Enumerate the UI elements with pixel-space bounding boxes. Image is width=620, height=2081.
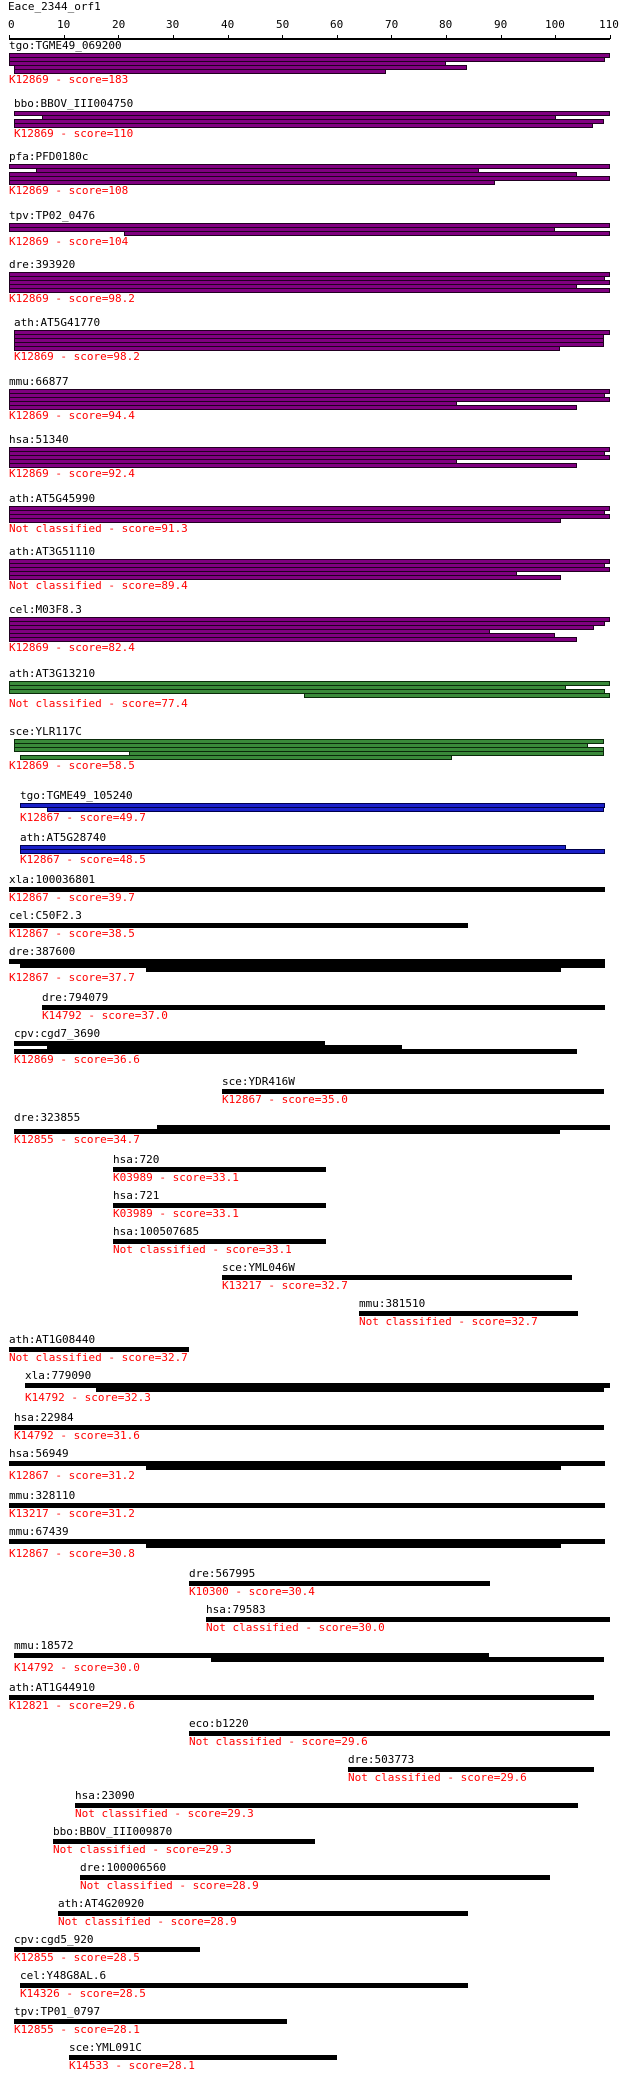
- gene-label[interactable]: dre:567995: [189, 1567, 256, 1580]
- gene-label[interactable]: bbo:BBOV_III009870: [53, 1825, 173, 1838]
- score-label[interactable]: K12869 - score=108: [9, 184, 129, 197]
- tick-mark: [173, 35, 174, 39]
- gene-label[interactable]: bbo:BBOV_III004750: [14, 97, 134, 110]
- alignment-bar: [304, 693, 610, 698]
- tick-label: 70: [385, 18, 399, 31]
- score-label[interactable]: K12867 - score=39.7: [9, 891, 135, 904]
- score-label[interactable]: K12869 - score=110: [14, 127, 134, 140]
- score-label[interactable]: Not classified - score=28.9: [80, 1879, 259, 1892]
- score-label[interactable]: K14792 - score=32.3: [25, 1391, 151, 1404]
- score-label[interactable]: K12867 - score=30.8: [9, 1547, 135, 1560]
- score-label[interactable]: K12867 - score=31.2: [9, 1469, 135, 1482]
- tick-mark: [610, 35, 611, 39]
- gene-label[interactable]: ath:AT5G45990: [9, 492, 96, 505]
- score-label[interactable]: Not classified - score=89.4: [9, 579, 188, 592]
- tick-label: 40: [221, 18, 235, 31]
- score-label[interactable]: K12869 - score=36.6: [14, 1053, 140, 1066]
- score-label[interactable]: K13217 - score=31.2: [9, 1507, 135, 1520]
- score-label[interactable]: Not classified - score=29.3: [53, 1843, 232, 1856]
- score-label[interactable]: Not classified - score=77.4: [9, 697, 188, 710]
- gene-label[interactable]: dre:323855: [14, 1111, 81, 1124]
- alignment-bar: [146, 967, 561, 972]
- gene-label[interactable]: ath:AT3G13210: [9, 667, 96, 680]
- gene-label[interactable]: ath:AT1G44910: [9, 1681, 96, 1694]
- tick-mark: [337, 35, 338, 39]
- score-label[interactable]: Not classified - score=29.6: [189, 1735, 368, 1748]
- tick-label: 20: [112, 18, 126, 31]
- gene-label[interactable]: xla:779090: [25, 1369, 92, 1382]
- score-label[interactable]: K12869 - score=183: [9, 73, 129, 86]
- tick-label: 100: [545, 18, 565, 31]
- alignment-bar: [146, 1543, 561, 1548]
- gene-label[interactable]: sce:YLR117C: [9, 725, 82, 738]
- gene-label[interactable]: pfa:PFD0180c: [9, 150, 89, 163]
- gene-label[interactable]: cel:M03F8.3: [9, 603, 82, 616]
- gene-label[interactable]: hsa:720: [113, 1153, 160, 1166]
- score-label[interactable]: Not classified - score=29.6: [348, 1771, 527, 1784]
- score-label[interactable]: K12867 - score=38.5: [9, 927, 135, 940]
- score-label[interactable]: K03989 - score=33.1: [113, 1207, 239, 1220]
- score-label[interactable]: K12869 - score=94.4: [9, 409, 135, 422]
- tick-mark: [391, 35, 392, 39]
- score-label[interactable]: K12869 - score=104: [9, 235, 129, 248]
- gene-label[interactable]: cel:C50F2.3: [9, 909, 82, 922]
- alignment-bar: [146, 1465, 561, 1470]
- tick-label: 60: [330, 18, 344, 31]
- gene-label[interactable]: mmu:328110: [9, 1489, 76, 1502]
- gene-label[interactable]: ath:AT3G51110: [9, 545, 96, 558]
- gene-label[interactable]: tpv:TP02_0476: [9, 209, 96, 222]
- gene-label[interactable]: mmu:66877: [9, 375, 69, 388]
- score-label[interactable]: K12855 - score=28.5: [14, 1951, 140, 1964]
- score-label[interactable]: K14792 - score=31.6: [14, 1429, 140, 1442]
- gene-label[interactable]: tgo:TGME49_069200: [9, 39, 122, 52]
- gene-label[interactable]: sce:YML046W: [222, 1261, 295, 1274]
- tick-label: 30: [166, 18, 180, 31]
- score-label[interactable]: K10300 - score=30.4: [189, 1585, 315, 1598]
- tick-mark: [282, 35, 283, 39]
- gene-label[interactable]: mmu:67439: [9, 1525, 69, 1538]
- gene-label[interactable]: mmu:381510: [359, 1297, 426, 1310]
- score-label[interactable]: Not classified - score=30.0: [206, 1621, 385, 1634]
- tick-mark: [446, 35, 447, 39]
- page-title: Eace_2344_orf1: [8, 0, 101, 13]
- score-label[interactable]: K14326 - score=28.5: [20, 1987, 146, 2000]
- score-label[interactable]: K12867 - score=37.7: [9, 971, 135, 984]
- score-label[interactable]: Not classified - score=91.3: [9, 522, 188, 535]
- gene-label[interactable]: dre:503773: [348, 1753, 415, 1766]
- alignment-bar: [124, 231, 610, 236]
- gene-label[interactable]: ath:AT5G41770: [14, 316, 101, 329]
- tick-label: 80: [439, 18, 453, 31]
- gene-label[interactable]: cpv:cgd5_920: [14, 1933, 94, 1946]
- gene-label[interactable]: ath:AT5G28740: [20, 831, 107, 844]
- tick-label: 0: [8, 18, 15, 31]
- gene-label[interactable]: hsa:56949: [9, 1447, 69, 1460]
- score-label[interactable]: Not classified - score=32.7: [9, 1351, 188, 1364]
- gene-label[interactable]: hsa:721: [113, 1189, 160, 1202]
- gene-label[interactable]: hsa:51340: [9, 433, 69, 446]
- gene-label[interactable]: cpv:cgd7_3690: [14, 1027, 101, 1040]
- alignment-bar: [96, 1387, 604, 1392]
- score-label[interactable]: K14533 - score=28.1: [69, 2059, 195, 2072]
- score-label[interactable]: K12855 - score=34.7: [14, 1133, 140, 1146]
- gene-label[interactable]: hsa:79583: [206, 1603, 266, 1616]
- score-label[interactable]: K12855 - score=28.1: [14, 2023, 140, 2036]
- gene-label[interactable]: ath:AT4G20920: [58, 1897, 145, 1910]
- tick-mark: [228, 35, 229, 39]
- gene-label[interactable]: ath:AT1G08440: [9, 1333, 96, 1346]
- gene-label[interactable]: dre:100006560: [80, 1861, 167, 1874]
- score-label[interactable]: Not classified - score=33.1: [113, 1243, 292, 1256]
- gene-label[interactable]: mmu:18572: [14, 1639, 74, 1652]
- score-label[interactable]: K12869 - score=82.4: [9, 641, 135, 654]
- gene-label[interactable]: cel:Y48G8AL.6: [20, 1969, 107, 1982]
- gene-label[interactable]: hsa:23090: [75, 1789, 135, 1802]
- tick-label: 50: [276, 18, 290, 31]
- score-label[interactable]: K12869 - score=98.2: [9, 292, 135, 305]
- score-label[interactable]: K14792 - score=37.0: [42, 1009, 168, 1022]
- score-label[interactable]: K12867 - score=48.5: [20, 853, 146, 866]
- score-label[interactable]: Not classified - score=28.9: [58, 1915, 237, 1928]
- score-label[interactable]: K12867 - score=49.7: [20, 811, 146, 824]
- gene-label[interactable]: dre:393920: [9, 258, 76, 271]
- score-label[interactable]: K12821 - score=29.6: [9, 1699, 135, 1712]
- score-label[interactable]: K12867 - score=35.0: [222, 1093, 348, 1106]
- score-label[interactable]: Not classified - score=32.7: [359, 1315, 538, 1328]
- tick-label: 90: [494, 18, 508, 31]
- score-label[interactable]: Not classified - score=29.3: [75, 1807, 254, 1820]
- gene-label[interactable]: hsa:100507685: [113, 1225, 200, 1238]
- gene-label[interactable]: xla:100036801: [9, 873, 96, 886]
- score-label[interactable]: K03989 - score=33.1: [113, 1171, 239, 1184]
- gene-label[interactable]: hsa:22984: [14, 1411, 74, 1424]
- tick-mark: [555, 35, 556, 39]
- gene-label[interactable]: sce:YML091C: [69, 2041, 142, 2054]
- score-label[interactable]: K12869 - score=58.5: [9, 759, 135, 772]
- score-label[interactable]: K12869 - score=92.4: [9, 467, 135, 480]
- gene-label[interactable]: tgo:TGME49_105240: [20, 789, 133, 802]
- score-label[interactable]: K14792 - score=30.0: [14, 1661, 140, 1674]
- score-label[interactable]: K12869 - score=98.2: [14, 350, 140, 363]
- gene-label[interactable]: tpv:TP01_0797: [14, 2005, 101, 2018]
- tick-label: 10: [57, 18, 71, 31]
- gene-label[interactable]: dre:387600: [9, 945, 76, 958]
- tick-mark: [501, 35, 502, 39]
- alignment-bar: [211, 1657, 604, 1662]
- score-label[interactable]: K13217 - score=32.7: [222, 1279, 348, 1292]
- gene-label[interactable]: sce:YDR416W: [222, 1075, 295, 1088]
- gene-label[interactable]: dre:794079: [42, 991, 109, 1004]
- tick-label: 110: [599, 18, 619, 31]
- gene-label[interactable]: eco:b1220: [189, 1717, 249, 1730]
